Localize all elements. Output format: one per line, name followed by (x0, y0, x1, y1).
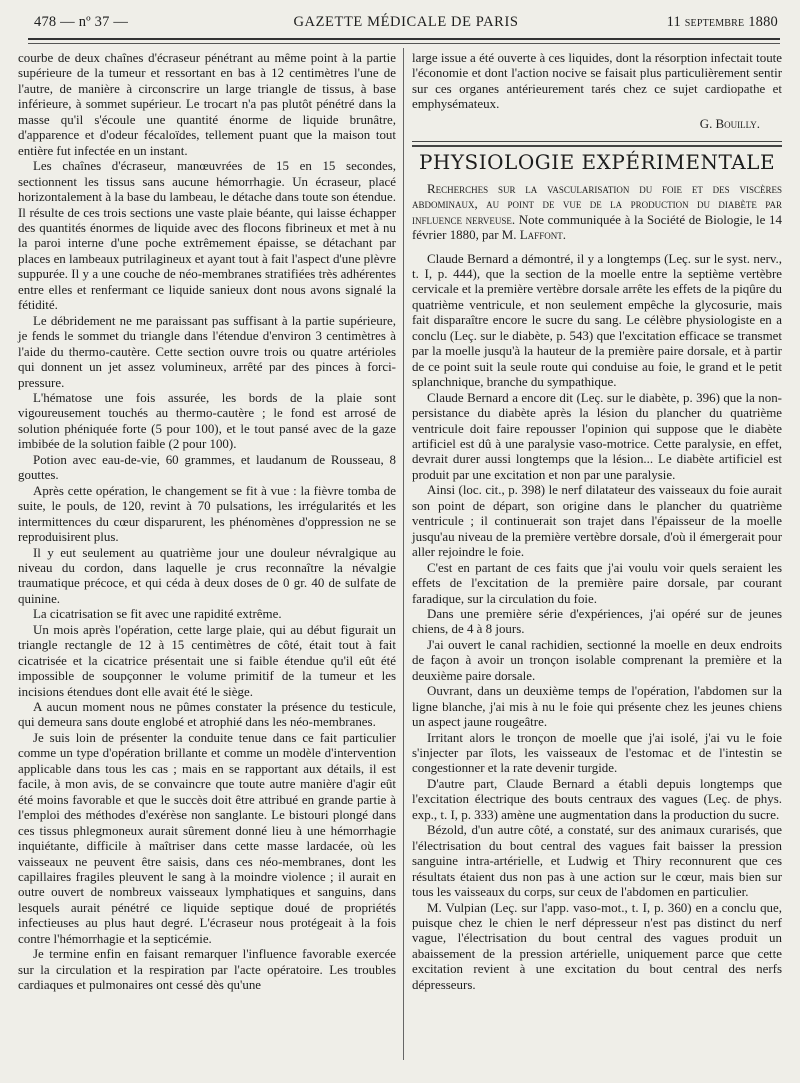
left-paragraph-3: Le débridement ne me paraissant pas suffisant à la partie supérieure, je fends le sommet du triangle dans l'étendue d'environ 3 centimètres à l'aide du thermo-cautère. Cette section ouvre trois ou quatre artérioles qui donnent un jet assez volumineux, arrêté par des pinces à forci-pressure. (18, 312, 396, 390)
header-rule (28, 38, 780, 40)
section-rule-thick (412, 145, 782, 147)
left-paragraph-7: Il y eut seulement au quatrième jour une douleur névralgique au niveau du cordon, dans laquelle je crus reconnaître la névalgie traumatique précoce, et qui céda à deux doses de 0 gr. 40 de sulfate de quinine. (18, 544, 396, 606)
left-column (18, 50, 396, 993)
section-title: PHYSIOLOGIE EXPÉRIMENTALE (418, 150, 776, 175)
article-lead-note: Note communiquée à la Société de Biologie, le 14 février 1880, par M. (412, 211, 782, 243)
left-paragraph-12: Je termine enfin en faisant remarquer l'influence favorable exercée sur la circulation et la respiration par l'acte opératoire. Les troubles cardiaques et pulmonaires ont cessé dès qu'une (18, 946, 396, 993)
right-paragraph-11: M. Vulpian (Leç. sur l'app. vaso-mot., t. I, p. 360) en a conclu que, puisque chez le chien le nerf dépresseur n'est pas distinct du nerf vague, l'électrisation du bout central des vagues produit un abaissement de la pression artérielle, uniquement parce que cette excitation revient à une excitation du bout central des nerfs dépresseurs. (412, 899, 782, 992)
left-paragraph-5: Potion avec eau-de-vie, 60 grammes, et laudanum de Rousseau, 8 gouttes. (18, 451, 396, 483)
running-header (34, 14, 778, 34)
right-column (412, 50, 782, 992)
date-year: 1880 (748, 14, 778, 30)
left-paragraph-6: Après cette opération, le changement se fit à vue : la fièvre tomba de suite, le pouls, de 120, revint à 70 pulsations, les irrégularités et les intermittences du cœur disparurent, les phénomènes d'oppression ne se reproduisirent plus. (18, 482, 396, 545)
article-author: Laffont. (519, 227, 566, 243)
column-divider (403, 48, 404, 1060)
right-paragraph-10: Bézold, d'un autre côté, a constaté, sur des animaux curarisés, que l'électrisation du bout central des vagues fait baisser la pression sanguine intra-artérielle, et Ludwig et Thiry reconnurent que ces résultats étaient dus non pas à une action sur le cœur, mais bien sur tous les vaisseaux du corps, sur ceux de l'abdomen en particulier. (412, 822, 782, 900)
date-month: septembre (684, 14, 745, 30)
left-paragraph-2: Les chaînes d'écraseur, manœuvrées de 15 en 15 secondes, sectionnent les tissus sans aucune hémorrhagie. Un écraseur, placé horizontalement à la base du lambeau, le détache dans toute son étendue. Il résulte de ces trois sections une vaste plaie béante, qui laisse échapper des quantités énormes de liquide avec des flocons fibrineux et met à nu la paroi interne d'une poche extrêmement épaisse, se détachant par places en lambeaux putrilagineux et ayant tout à fait l'aspect d'une plèvre suppurée. Il y a une couche de néo-membranes stratifiées très adhérentes entre elles et renfermant ce liquide sanieux dont nous avons signalé la fétidité. (18, 158, 396, 313)
left-paragraph-11: Je suis loin de présenter la conduite tenue dans ce fait particulier comme un type d'opération brillante et comme un modèle d'intervention applicable dans tous les cas ; mais en se rapportant aux détails, il est facile, à mon avis, de se convaincre que toute autre manière d'agir eût été moins favorable et que le succès doit être attribué en grande partie à l'emploi des méthodes d'exérèse non sanglante. Le bistouri plongé dans ces tissus phlegmoneux aurait sûrement donné lieu à une hémorrhagie inquiétante, difficile à maîtriser dans cette masse lardacée, où les vaisseaux ne peuvent être saisis, dans ces néo-membranes, dont les capillaires fragiles pleuvent le sang à la moindre violence ; il aurait en outre ouvert de nombreux vaisseaux lymphatiques et sanguins, dans lesquels aurait pénétré ce liquide septique doué de propriétés infectieuses au plus haut degré. L'écraseur nous protégeait à la fois contre l'hémorrhagie et la septicémie. (18, 729, 396, 946)
right-paragraph-5: Dans une première série d'expériences, j'ai opéré sur de jeunes chiens, de 4 à 8 jours. (412, 605, 782, 637)
right-paragraph-9: D'autre part, Claude Bernard a établi depuis longtemps que l'excitation électrique des bouts centraux des vagues (Leç. de phys. exp., t. I, p. 333) amène une augmentation dans la production du sucre. (412, 775, 782, 822)
right-paragraph-3: Ainsi (loc. cit., p. 398) le nerf dilatateur des vaisseaux du foie aurait son point de départ, son origine dans le plancher du quatrième ventricule ; il continuerait son trajet dans l'épaisseur de la moelle jusqu'au niveau de la première vertèbre dorsale, d'où il émergerait pour aller rejoindre le foie. (412, 482, 782, 560)
journal-title: GAZETTE MÉDICALE DE PARIS (293, 14, 519, 30)
issue-date (667, 14, 778, 31)
right-paragraph-7: Ouvrant, dans un deuxième temps de l'opération, l'abdomen sur la ligne blanche, j'ai mis à nu le foie qui présente chez les jeunes chiens un aspect jaune rougeâtre. (412, 683, 782, 730)
right-paragraph-8: Irritant alors le tronçon de moelle que j'ai isolé, j'ai vu le foie s'injecter par îlots, les vaisseaux de l'estomac et de l'intestin se congestionner et la rate devenir turgide. (412, 729, 782, 776)
left-paragraph-8: La cicatrisation se fit avec une rapidité extrême. (33, 606, 282, 622)
header-rule-thin (28, 43, 780, 44)
left-paragraph-9: Un mois après l'opération, cette large plaie, qui au début figurait un triangle rectangle de 12 à 15 centimètres de côté, était tout à fait cicatrisée et la cicatrice présentait une si faible étendue qu'il eût été impossible de soupçonner le volume primitif de la tumeur et les incisions étendues dont elle avait été le siège. (18, 621, 396, 699)
right-paragraph-4: C'est en partant de ces faits que j'ai voulu voir quels seraient les effets de l'excitation de la première paire dorsale, par courant faradique, sur la circulation du foie. (412, 559, 782, 606)
section-rule (412, 141, 782, 142)
page-number: 478 — nº 37 — (34, 14, 129, 30)
right-paragraph-6: J'ai ouvert le canal rachidien, sectionné la moelle en deux endroits de façon à avoir un tronçon isolable comprenant la première et la deuxième paire dorsale. (412, 636, 782, 683)
left-paragraph-4: L'hématose une fois assurée, les bords de la plaie sont vigoureusement touchés au thermo-cautère ; le fond est arrosé de solution phéniquée forte (5 pour 100), et le tout pansé avec de la gaze imbibée de la solution faible (2 pour 100). (18, 389, 396, 452)
left-paragraph-10: A aucun moment nous ne pûmes constater la présence du testicule, qui demeura sans doute englobé et atrophié dans les néo-membranes. (18, 699, 396, 730)
article-lead (412, 181, 782, 243)
left-paragraph-1: courbe de deux chaînes d'écraseur pénétrant au même point à la partie supérieure de la tumeur et ressortant en bas à 12 centimètres l'une de l'autre, de manière à circonscrire un large triangle de tissus, à base inférieure, à sommet supérieur. Le trocart n'a pas plutôt pénétré dans la masse qu'il s'écoule une quantité énorme de liquide brunâtre, d'apparence et d'odeur fécaloïdes, tellement puant que la maison tout entière fut infectée en un instant. (18, 50, 396, 158)
right-paragraph-1: Claude Bernard a démontré, il y a longtemps (Leç. sur le syst. nerv., t. I, p. 444), que la section de la moelle entre la septième vertèbre cervicale et la première vertèbre dorsale arrête les effets de la piqûre du quatrième ventricule, et non seulement empêche la glycosurie, mais fait disparaître encore le sucre du sang. Le célèbre physiologiste en a conclu (Leç. sur le diabète, p. 543) que l'excitation efficace se transmet par la moelle jusqu'à la hauteur de la première paire dorsale, et à partir de ce point suit la seule route qui conduise au foie, le grand et le petit splanchnique, branche du sympathique. (412, 250, 782, 390)
author-signature: G. Bouilly. (699, 115, 760, 131)
article-lead-title: Recherches sur la vascularisation du foie et des viscères abdominaux, au point de vue de la production du diabète par influence nerveuse. (412, 180, 782, 227)
right-paragraph-2: Claude Bernard a encore dit (Leç. sur le diabète, p. 396) que la non-persistance du diabète après la lésion du plancher du quatrième ventricule doit faire repousser l'opinion qui suppose que le diabète artificiel est dû à une paralysie vaso-motrice. Cette paralysie, en effet, devrait durer aussi longtemps que la lésion... Le diabète artificiel est produit par une excitation et non par une paralysie. (412, 389, 782, 482)
right-continuation: large issue a été ouverte à ces liquides, dont la résorption infectait toute l'économie et dont l'action nocive se faisait plus particulièrement sentir sur ces organes antérieurement tarés chez ce sujet cardiopathe et emphysémateux. (412, 50, 782, 112)
paragraph-gap (412, 243, 782, 251)
date-day: 11 (666, 14, 681, 30)
